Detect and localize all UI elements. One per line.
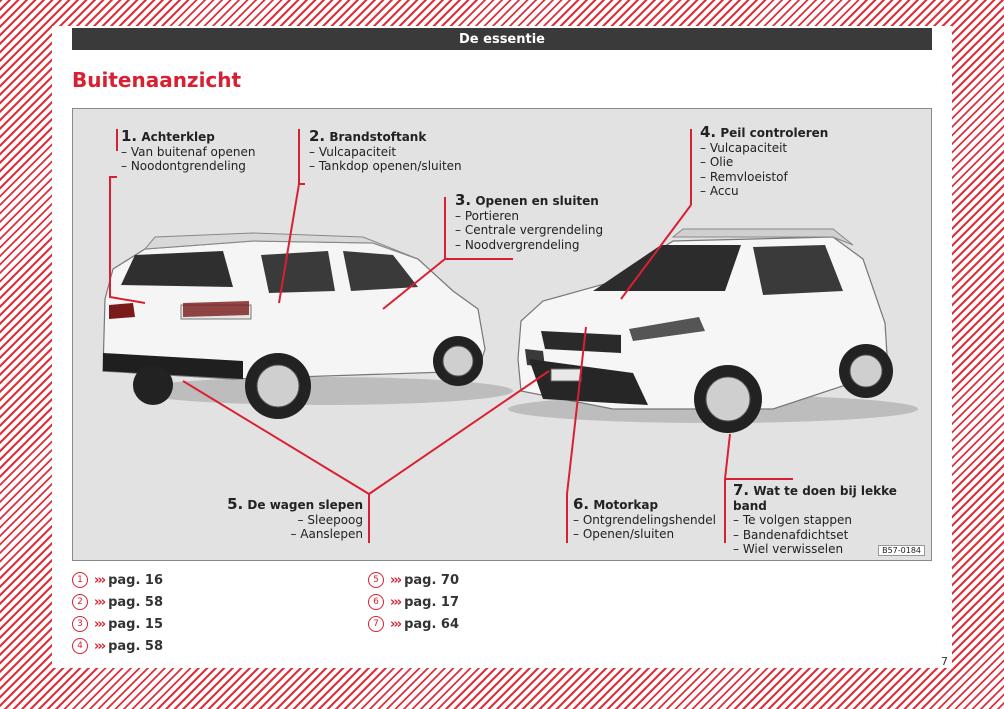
reference-item[interactable] [72,635,163,657]
callout-1-achterklep [121,129,255,174]
callout-6-number: 6. [573,495,590,513]
reference-page-link[interactable]: pag. 58 [108,638,164,654]
callout-1-item: – Noodontgrendeling [121,159,246,173]
callout-6-title: Motorkap [593,498,659,512]
reference-page-link[interactable]: pag. 64 [404,616,460,632]
callout-4-item: – Accu [700,184,739,198]
reference-page-link[interactable]: pag. 16 [108,572,164,588]
reference-list-right [368,569,459,635]
reference-item[interactable] [368,591,459,613]
callout-3-number: 3. [455,191,472,209]
page [52,26,952,668]
callout-7-title: Wat te doen bij lekke band [733,484,897,513]
callout-5-number: 5. [227,495,244,513]
reference-page-link[interactable]: pag. 17 [404,594,460,610]
callout-2-item: – Tankdop openen/sluiten [309,159,462,173]
callout-2-item: – Vulcapaciteit [309,144,397,159]
callout-4-item: – Remvloeistof [700,169,788,184]
rear-car-image [103,233,513,419]
reference-page-link[interactable]: pag. 58 [108,594,164,610]
arrow-icon: ››› [390,594,401,610]
callout-7-item: – Wiel verwisselen [733,542,844,556]
reference-item[interactable] [72,591,163,613]
figure-id-label: B57-0184 [878,545,925,556]
callout-4-item: – Vulcapaciteit [700,140,788,155]
callout-2-brandstoftank [309,129,462,174]
callout-5-de-wagen-slepen [223,497,363,542]
callout-2-title: Brandstoftank [329,130,427,144]
callout-4-peil-controleren [700,125,828,199]
callout-5-item: – Aanslepen [290,527,363,541]
callout-6-item: – Openen/sluiten [573,527,675,541]
front-car-image [508,229,918,433]
arrow-icon: ››› [390,616,401,632]
callout-3-item: – Portieren [455,208,519,223]
page-number: 7 [941,655,948,668]
reference-item[interactable] [368,569,459,591]
callout-6-item: – Ontgrendelingshendel [573,512,716,527]
arrow-icon: ››› [390,572,401,588]
reference-item[interactable] [72,613,163,635]
callout-7-item: – Bandenafdichtset [733,527,849,542]
callout-3-openen-en-sluiten [455,193,603,252]
reference-number: 1 [72,572,88,588]
arrow-icon: ››› [94,638,105,654]
callout-4-number: 4. [700,123,717,141]
callout-7-number: 7. [733,481,750,499]
arrow-icon: ››› [94,572,105,588]
page-title: Buitenaanzicht [72,68,242,92]
section-title: De essentie [459,31,545,47]
callout-6-motorkap [573,497,716,542]
callout-1-number: 1. [121,127,138,145]
callout-5-item: – Sleepoog [297,512,363,527]
arrow-icon: ››› [94,616,105,632]
callout-4-item: – Olie [700,155,734,169]
callout-3-title: Openen en sluiten [475,194,599,208]
callout-2-number: 2. [309,127,326,145]
reference-number: 4 [72,638,88,654]
reference-number: 7 [368,616,384,632]
callout-3-item: – Centrale vergrendeling [455,223,604,237]
callout-1-title: Achterklep [141,130,215,144]
callout-1-item: – Van buitenaf openen [121,144,256,159]
reference-number: 3 [72,616,88,632]
callout-5-title: De wagen slepen [247,498,363,512]
reference-list-left [72,569,163,657]
reference-page-link[interactable]: pag. 15 [108,616,164,632]
reference-number: 6 [368,594,384,610]
reference-number: 5 [368,572,384,588]
exterior-figure [72,108,932,561]
reference-page-link[interactable]: pag. 70 [404,572,460,588]
reference-item[interactable] [368,613,459,635]
callout-4-title: Peil controleren [720,126,829,140]
section-header [72,28,932,50]
callout-3-item: – Noodvergrendeling [455,237,580,252]
reference-item[interactable] [72,569,163,591]
callout-7-item: – Te volgen stappen [733,513,853,527]
reference-number: 2 [72,594,88,610]
arrow-icon: ››› [94,594,105,610]
